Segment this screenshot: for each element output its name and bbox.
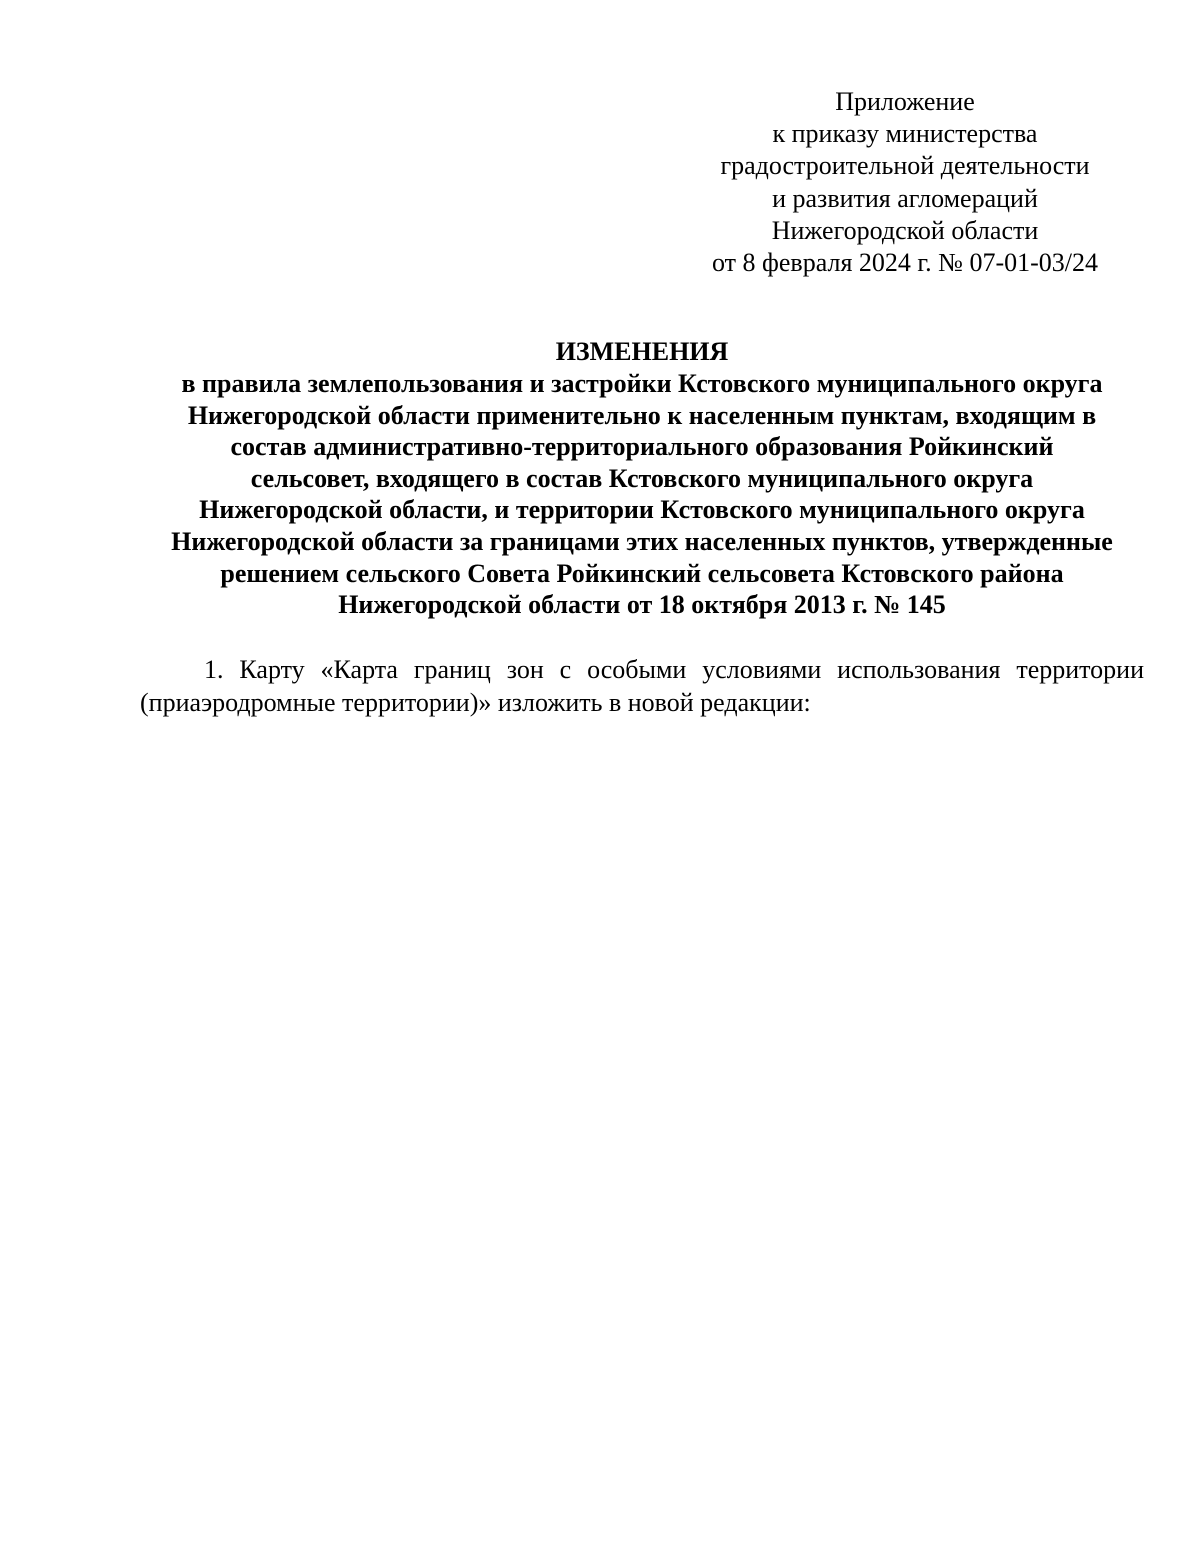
subtitle-line: Нижегородской области применительно к населенным пунктам, входящим в [187, 400, 1097, 430]
appendix-ministry-line-2: и развития агломераций [772, 183, 1038, 213]
appendix-label: Приложение [835, 87, 975, 116]
subtitle-line: Нижегородской области за границами этих населенных пунктов, утвержденные [171, 526, 1113, 556]
subtitle-line: в правила землепользования и застройки Кстовского муниципального округа [181, 369, 1103, 398]
appendix-order-ref: к приказу министерства [772, 119, 1038, 149]
document-subtitle [140, 368, 1144, 621]
appendix-header [690, 86, 1120, 279]
paragraph-1 [140, 654, 1144, 719]
appendix-date-number: от 8 февраля 2024 г. № 07-01-03/24 [712, 248, 1098, 278]
subtitle-line: Нижегородской области, и территории Кстовского муниципального округа [199, 495, 1085, 525]
paragraph-1-line-2: (приаэродромные территории)» изложить в новой редакции: [140, 687, 811, 717]
appendix-ministry-line-1: градостроительной деятельности [720, 151, 1090, 181]
document-title: ИЗМЕНЕНИЯ [555, 337, 729, 366]
subtitle-line: состав административно-территориального образования Ройкинский [230, 432, 1054, 462]
subtitle-line: Нижегородской области от 18 октября 2013 г. № 145 [338, 590, 946, 620]
subtitle-line: решением сельского Совета Ройкинский сельсовета Кстовского района [220, 558, 1064, 588]
appendix-region: Нижегородской области [771, 215, 1039, 245]
subtitle-line: сельсовет, входящего в состав Кстовского муниципального округа [250, 463, 1034, 493]
paragraph-1-line-1: 1. Карту «Карта границ зон с особыми условиями использования территории [204, 655, 1144, 684]
